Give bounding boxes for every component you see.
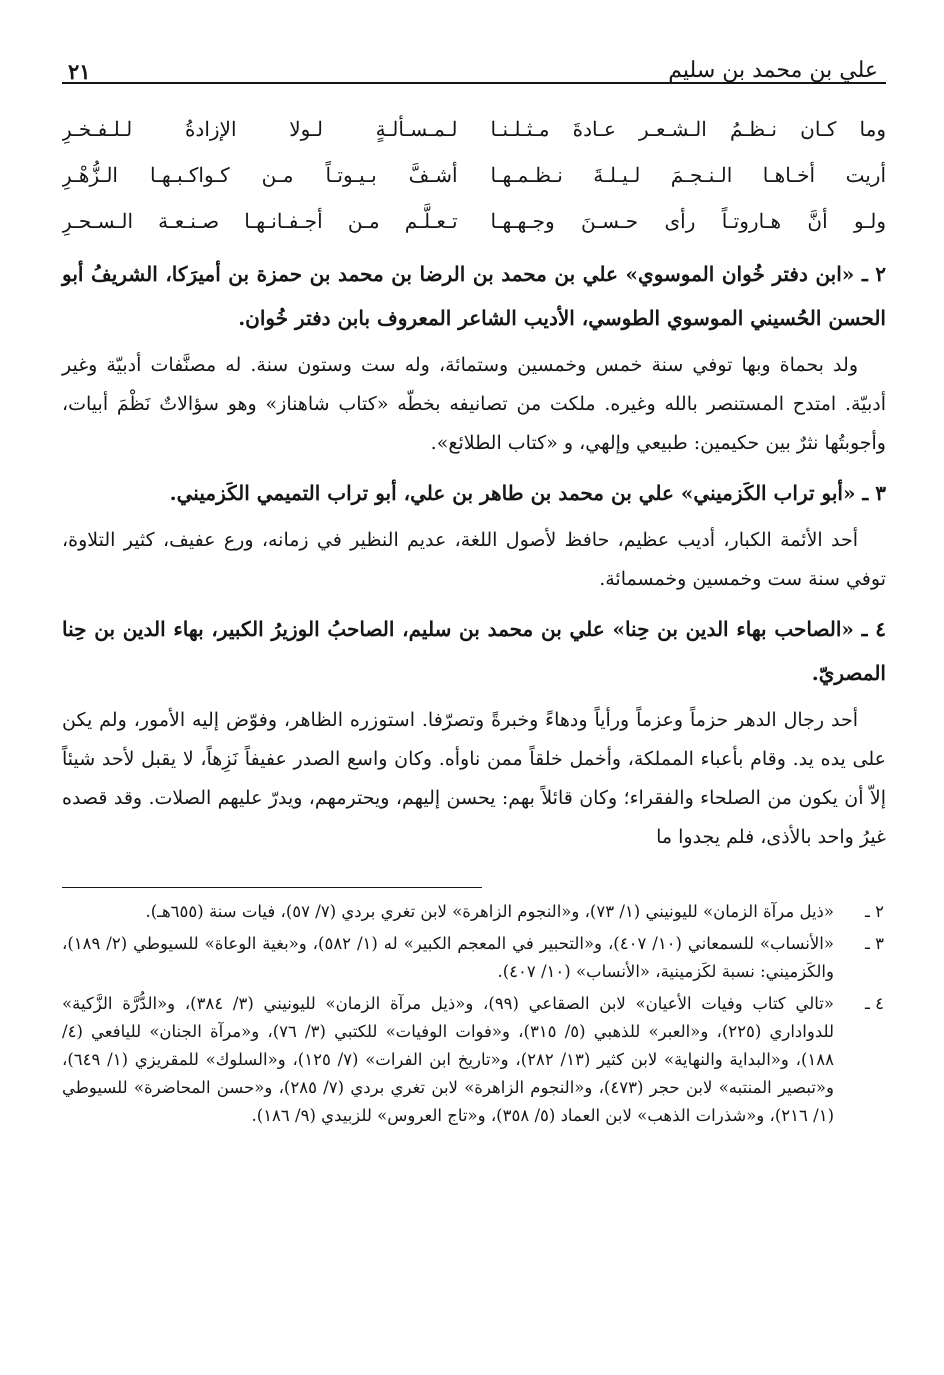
verse-second-hemistich: لـمـسـألـةٍ لـولا الإزادةُ لـلـفـخـرِ [62,117,458,141]
footnote-number: ٤ ـ [865,994,884,1013]
running-header [62,38,886,84]
verse-second-hemistich: أشـفَّ بـيـوتـاً مـن كـواكـبـهـا الـزُّهْـرِ [62,163,458,187]
verse-first-hemistich: ولـو أنَّ هـاروتـاً رأى حـسـنَ وجـهـهـا [490,209,886,233]
entry-body: أحد الأئمة الكبار، أديب عظيم، حافظ لأصول اللغة، عديم النظير في زمانه، ورع عفيف، كثير التلاوة، توفي سنة ست وخمسين وخمسمائة. [62,529,886,590]
verse-second-hemistich: تـعـلَّـم مـن أجـفـانـهـا صـنـعـة الـسـحـرِ [62,209,458,233]
footnote [62,898,886,926]
entry-title: ٢ ـ «ابن دفتر خُوان الموسوي» علي بن محمد بن الرضا بن محمد بن حمزة بن أميرَكا، الشريفُ أبو الحسن الحُسيني الموسوي الطوسي، الأديب الشاعر المعروف بابن دفتر خُوان. [62,262,886,330]
poem-verse [62,106,886,152]
footnotes [62,898,886,1130]
verse-first-hemistich: أريت أخـاهـا الـنـجـمَ لـيـلـةَ نـظـمـهـا [490,163,886,187]
page-number: ٢١ [68,59,91,84]
entry-body: ولد بحماة وبها توفي سنة خمس وخمسين وستمائة، وله ست وستون سنة. له مصنَّفات أدبيّة وغير أدبيّة. امتدح المستنصر بالله وغيره. ملكت من تصانيفه بخطّه «كتاب شاهناز» وهو سؤالاتٌ نَظْمَ أبيات، وأجوبتُها نثرٌ بين حكيمين: طبيعي وإلهي، و «كتاب الطلائع». [62,354,886,454]
footnote-text: «تالي كتاب وفيات الأعيان» لابن الصقاعي (٩٩)، و«ذيل مرآة الزمان» لليونيني (٣/ ٣٨٤)، و«الدُّرَّة الزَّكية» للدواداري (٢٢٥)، و«العبر» للذهبي (٥/ ٣١٥)، و«فوات الوفيات» للكتبي (٣/ ٧٦)، و«مرآة الجنان» لليافعي (٤/ ١٨٨)، و«البداية والنهاية» لابن كثير (١٣/ ٢٨٢)، و«تاريخ ابن الفرات» (٧/ ١٢٥)، و«السلوك» للمقريزي (١/ ٦٤٩)، و«تبصير المنتبه» لابن حجر (٤٧٣)، و«النجوم الزاهرة» لابن تغري بردي (٧/ ٢٨٥)، و«حسن المحاضرة» للسيوطي (١/ ٢١٦)، و«شذرات الذهب» لابن العماد (٥/ ٣٥٨)، و«تاج العروس» للزبيدي (٩/ ١٨٦). [62,994,834,1125]
entry-title: ٤ ـ «الصاحب بهاء الدين بن حِنا» علي بن محمد بن سليم، الصاحبُ الوزيرُ الكبير، بهاء الدين بن حِنا المصريّ. [62,617,886,685]
poem-verse [62,152,886,198]
footnote-number: ٢ ـ [865,902,884,921]
footnote [62,930,886,986]
footnote-text: «ذيل مرآة الزمان» لليونيني (١/ ٧٣)، و«النجوم الزاهرة» لابن تغري بردي (٧/ ٥٧)، فيات سنة (٦٥٥هـ). [145,902,834,921]
footnote-number: ٣ ـ [865,934,884,953]
poem-block [62,106,886,244]
running-title: علي بن محمد بن سليم [668,58,878,83]
entry-title: ٣ ـ «أبو تراب الكَزميني» علي بن محمد بن طاهر بن علي، أبو تراب التميمي الكَزميني. [169,481,886,505]
entry-4 [62,607,886,857]
footnote-divider [62,887,482,888]
footnote [62,990,886,1130]
entry-2 [62,252,886,463]
footnote-text: «الأنساب» للسمعاني (١٠/ ٤٠٧)، و«التحبير في المعجم الكبير» له (١/ ٥٨٢)، و«بغية الوعاة» للسيوطي (٢/ ١٨٩)، والكَزميني: نسبة لكَزمينية، «الأنساب» (١٠/ ٤٠٧). [62,934,834,981]
entry-3 [62,471,886,599]
verse-first-hemistich: وما كـان نـظـمُ الـشـعـر عـادةَ مـثـلـنـا [490,117,886,141]
entry-body: أحد رجال الدهر حزماً وعزماً ورأياً ودهاءً وخبرةً وتصرّفا. استوزره الظاهر، وفوّض إليه الأمور، ولم يكن على يده يد. وقام بأعباء المملكة، وأخمل خلقاً ممن ناوأه. وكان واسع الصدر عفيفاً نَزِهاً، لا يقبل لأحد شيئاً إلاّ أن يكون من الصلحاء والفقراء؛ وكان قائلاً بهم: يحسن إليهم، ويحترمهم، ويدرّ عليهم الصلات. وقد قصده غيرُ واحد بالأذى، فلم يجدوا ما [62,709,886,848]
poem-verse [62,198,886,244]
